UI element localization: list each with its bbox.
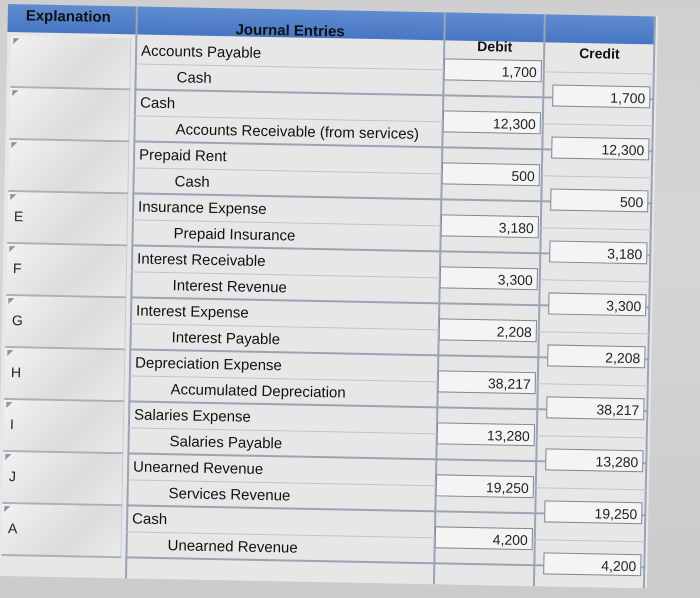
credit-account-name: Accumulated Depreciation [170, 381, 346, 402]
debit-amount-input[interactable]: 3,180 [441, 214, 539, 238]
credit-account-name: Cash [176, 69, 212, 87]
credit-amount-input[interactable]: 4,200 [543, 552, 641, 576]
debit-account-name: Interest Receivable [136, 250, 266, 270]
explanation-letter: A [7, 520, 18, 537]
debit-amount-input[interactable]: 38,217 [438, 370, 536, 394]
credit-account-name: Salaries Payable [169, 433, 283, 453]
explanation-letter: H [10, 364, 22, 381]
debit-account-name: Depreciation Expense [134, 354, 283, 375]
credit-amount-input[interactable]: 500 [550, 188, 648, 212]
debit-amount-input[interactable]: 13,280 [437, 422, 535, 446]
credit-account-name: Unearned Revenue [167, 537, 298, 557]
explanation-letter: I [9, 416, 14, 433]
debit-account-name: Cash [131, 510, 168, 529]
explanation-letter: E [13, 208, 24, 225]
debit-amount-input[interactable]: 2,208 [439, 318, 537, 342]
credit-account-name: Accounts Receivable (from services) [175, 121, 420, 143]
debit-amount-input[interactable]: 3,300 [440, 266, 538, 290]
credit-header: Credit [579, 44, 620, 62]
credit-account-name: Cash [174, 173, 210, 191]
debit-account-name: Insurance Expense [137, 198, 267, 218]
debit-amount-input[interactable]: 4,200 [435, 526, 533, 550]
explanation-letter: F [12, 260, 22, 277]
debit-account-name: Cash [139, 94, 176, 113]
credit-account-name: Interest Revenue [172, 277, 288, 297]
journal-entries-header: Journal Entries [235, 21, 345, 41]
debit-account-name: Accounts Payable [140, 42, 262, 62]
explanation-letter: J [8, 468, 17, 485]
journal-entries-table [0, 4, 658, 588]
credit-account-name: Interest Payable [171, 329, 281, 349]
debit-amount-input[interactable]: 12,300 [443, 110, 541, 134]
credit-amount-input[interactable]: 1,700 [552, 84, 650, 108]
explanation-letter: G [11, 312, 23, 329]
debit-amount-input[interactable]: 1,700 [444, 58, 542, 82]
credit-amount-input[interactable]: 13,280 [545, 448, 643, 472]
debit-account-name: Salaries Expense [133, 406, 252, 426]
credit-account-name: Services Revenue [168, 485, 291, 505]
debit-amount-input[interactable]: 500 [442, 162, 540, 186]
credit-amount-input[interactable]: 3,300 [548, 292, 646, 316]
debit-amount-input[interactable]: 19,250 [436, 474, 534, 498]
debit-account-name: Prepaid Rent [138, 146, 227, 166]
debit-account-name: Interest Expense [135, 302, 249, 322]
credit-account-name: Prepaid Insurance [173, 225, 296, 245]
credit-amount-input[interactable]: 19,250 [544, 500, 642, 524]
explanation-header: Explanation [25, 7, 111, 26]
credit-amount-input[interactable]: 12,300 [551, 136, 649, 160]
credit-amount-input[interactable]: 38,217 [546, 396, 644, 420]
credit-amount-input[interactable]: 2,208 [547, 344, 645, 368]
debit-account-name: Unearned Revenue [132, 458, 264, 478]
credit-amount-input[interactable]: 3,180 [549, 240, 647, 264]
debit-header: Debit [477, 38, 513, 55]
